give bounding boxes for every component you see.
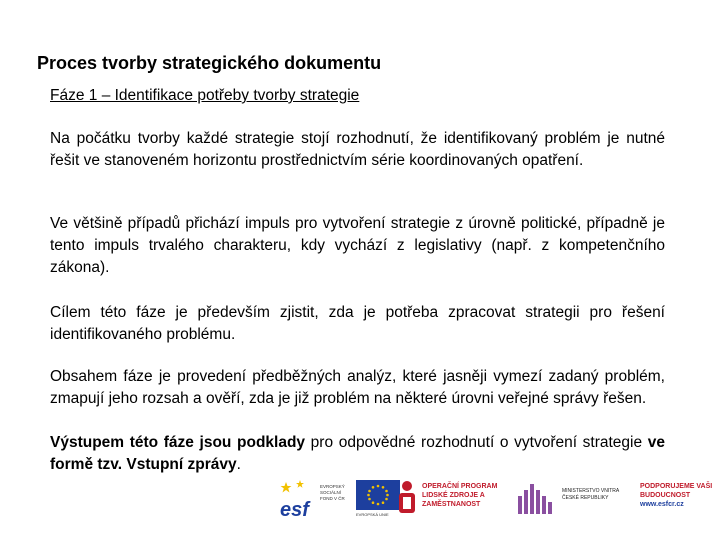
support-caption [640, 482, 716, 509]
paragraph-decision: Na počátku tvorby každé strategie stojí rozhodnutí, že identifikovaný problém je nutné řešit ve stanoveném horizontu prostřednictvím série koordinovaných opatření. [50, 130, 665, 169]
eu-flag-icon [356, 480, 400, 510]
output-bold-2: ve formě tzv. Vstupní zprávy [50, 434, 665, 473]
paragraph-output [50, 432, 665, 476]
eu-caption: EVROPSKÁ UNIE [356, 512, 389, 517]
esf-wordmark: esf [280, 499, 309, 521]
paragraph-goal: Cílem této fáze je především zjistit, zda je potřeba zpracovat strategii pro řešení identifikovaného problému. [50, 304, 665, 343]
paragraph-impulse: Ve většině případů přichází impuls pro vytvoření strategie z úrovně politické, případně je tento impuls trvalého charakteru, kdy vychází z legislativy (např. z kompetenčního zákona). [50, 215, 665, 276]
output-text-2: . [236, 456, 241, 473]
ministry-caption: MINISTERSTVO VNITRA ČESKÉ REPUBLIKY [562, 488, 619, 501]
section-subtitle: Fáze 1 – Identifikace potřeby tvorby strategie [50, 87, 360, 104]
ministry-logo-icon [518, 482, 556, 514]
op-lzz-icon [396, 480, 418, 514]
logo-strip [278, 476, 718, 524]
esf-logo-icon [278, 478, 318, 522]
paragraph-content: Obsahem fáze je provedení předběžných analýz, které jasněji vymezí zadaný problém, zmapují jeho rozsah a ověří, zda je již problém na některé úrovni veřejné správy řešen. [50, 368, 665, 407]
op-lzz-caption: OPERAČNÍ PROGRAM LIDSKÉ ZDROJE A ZAMĚSTNANOST [422, 483, 498, 508]
output-text-1: pro odpovědné rozhodnutí o vytvoření strategie [305, 434, 648, 451]
output-bold-1: Výstupem této fáze jsou podklady [50, 434, 306, 451]
support-url: www.esfcr.cz [640, 501, 684, 508]
esf-caption: EVROPSKÝ SOCIÁLNÍ FOND V ČR [320, 484, 345, 501]
page-title: Proces tvorby strategického dokumentu [37, 53, 382, 73]
support-slogan: PODPORUJEME VAŠI BUDOUCNOST [640, 483, 713, 499]
